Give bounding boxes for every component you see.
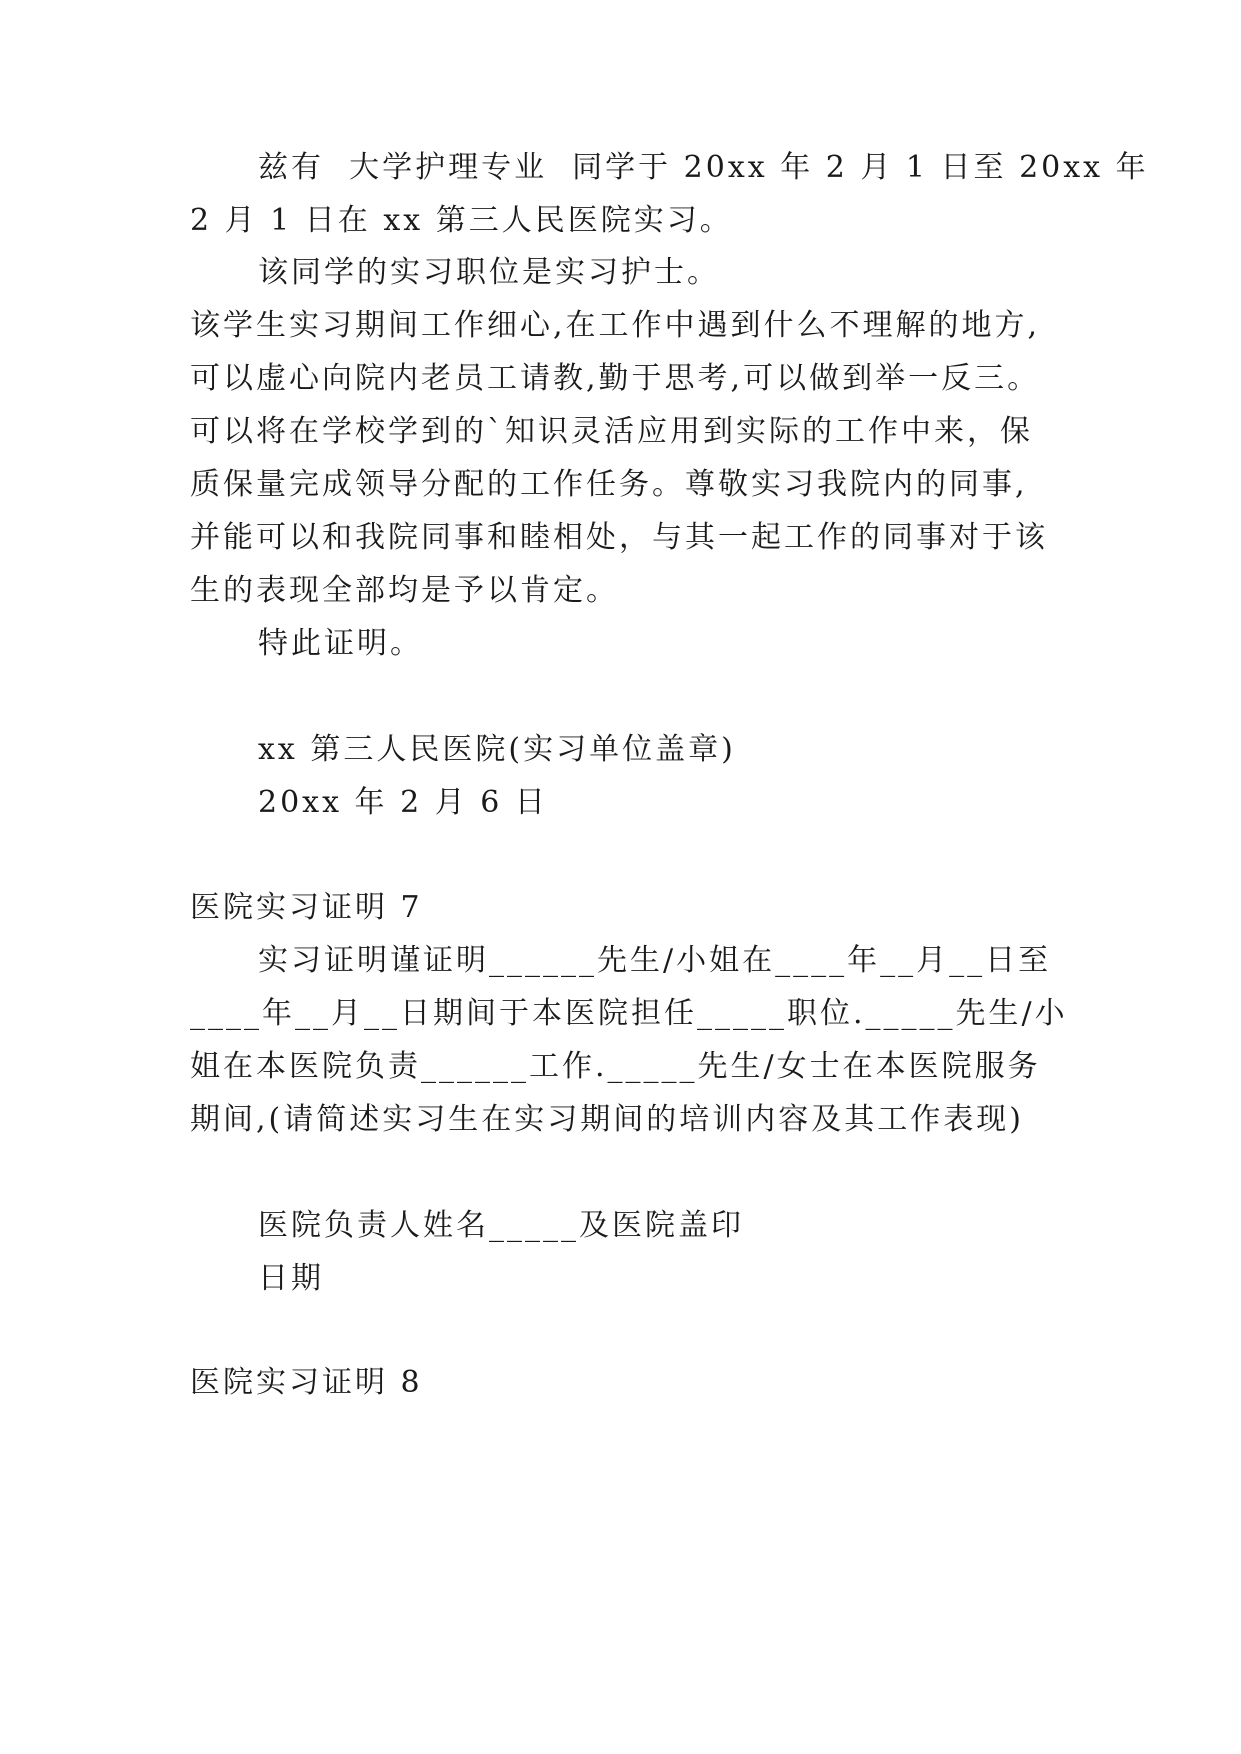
paragraph-evaluation-line-6: 生的表现全部均是予以肯定。 (190, 573, 619, 608)
template-body-line-3: 姐在本医院负责______工作._____先生/女士在本医院服务 (190, 1049, 1041, 1084)
section-heading-7: 医院实习证明 7 (190, 890, 423, 925)
paragraph-evaluation-line-1: 该学生实习期间工作细心,在工作中遇到什么不理解的地方, (190, 308, 1041, 343)
paragraph-evaluation-line-4: 质保量完成领导分配的工作任务。尊敬实习我院内的同事, (190, 467, 1028, 502)
signature-line: 医院负责人姓名_____及医院盖印 (258, 1208, 744, 1243)
paragraph-position: 该同学的实习职位是实习护士。 (258, 255, 720, 290)
paragraph-evaluation-line-3: 可以将在学校学到的`知识灵活应用到实际的工作中来，保 (190, 414, 1033, 449)
section-heading-8: 医院实习证明 8 (190, 1365, 423, 1400)
paragraph-intro-line-2: 2 月 1 日在 xx 第三人民医院实习。 (190, 203, 733, 238)
issuing-organization: xx 第三人民医院(实习单位盖章) (258, 732, 736, 767)
issue-date: 20xx 年 2 月 6 日 (258, 785, 548, 820)
template-body-line-1: 实习证明谨证明______先生/小姐在____年__月__日至 (258, 943, 1052, 978)
paragraph-intro-line-1: 兹有 大学护理专业 同学于 20xx 年 2 月 1 日至 20xx 年 (258, 150, 1149, 185)
date-label: 日期 (258, 1261, 324, 1296)
paragraph-evaluation-line-5: 并能可以和我院同事和睦相处，与其一起工作的同事对于该 (190, 520, 1048, 555)
paragraph-evaluation-line-2: 可以虚心向院内老员工请教,勤于思考,可以做到举一反三。 (190, 361, 1041, 396)
template-body-line-4: 期间,(请简述实习生在实习期间的培训内容及其工作表现) (190, 1102, 1024, 1137)
template-body-line-2: ____年__月__日期间于本医院担任_____职位._____先生/小 (190, 996, 1068, 1031)
closing-statement: 特此证明。 (258, 626, 423, 661)
